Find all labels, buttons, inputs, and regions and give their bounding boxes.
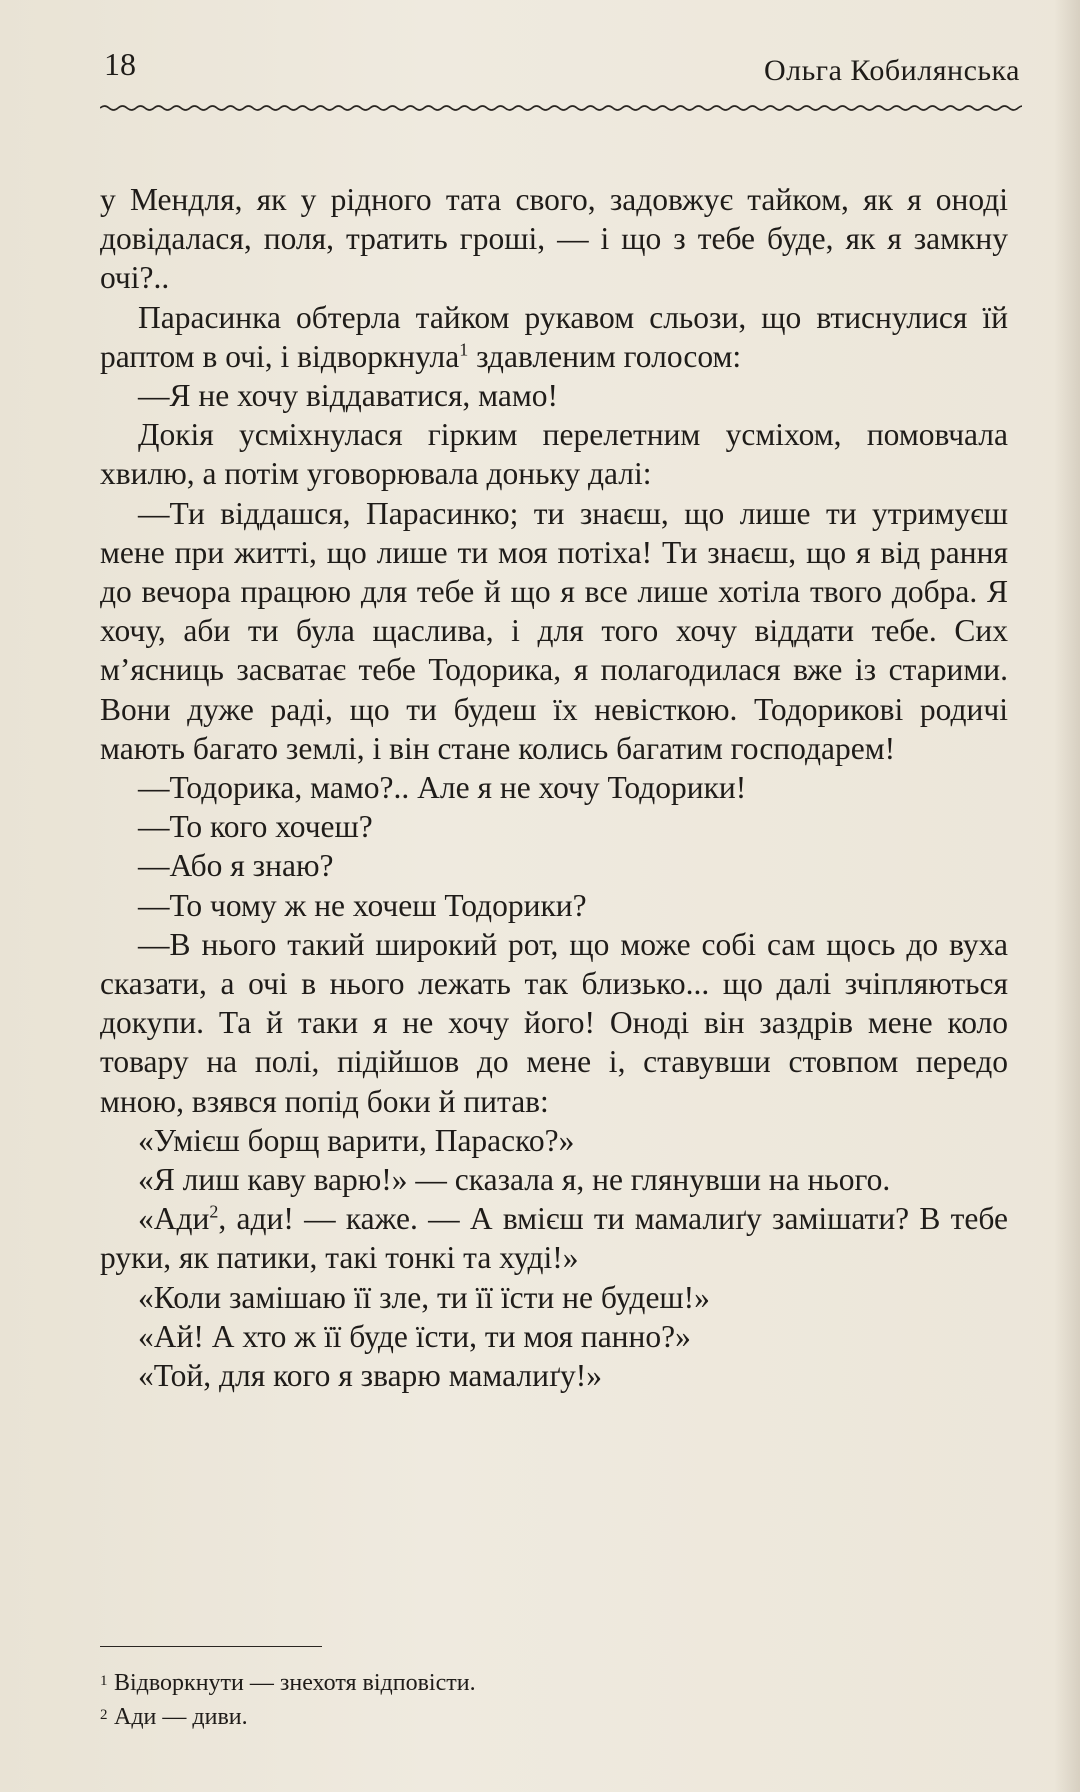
dialogue-line: —Або я знаю? (138, 848, 334, 884)
footnote-ref: 1 (459, 339, 469, 360)
quote-line (100, 1199, 1008, 1277)
page-number: 18 (104, 46, 136, 82)
footnote-number: 2 (100, 1707, 108, 1723)
quote-line: «Умієш борщ варити, Параско?» (138, 1122, 575, 1158)
footnote-text: Ади — диви. (114, 1704, 248, 1730)
footnote-divider (100, 1646, 322, 1647)
dialogue-line: —Ти віддашся, Парасинко; ти знаєш, що лише ти утримуєш мене при житті, що лише ти моя потіха! Ти знаєш, що я від рання до вечора працюю для тебе й що я все лише хотіла твого добра. Я хочу, аби ти була щаслива, і для того хочу віддати тебе. Сих м’ясниць засватає тебе Тодорика, я полагодилася вже із старими. Вони дуже раді, що ти будеш їх невісткою. Тодорикові родичі мають багато землі, і він стане колись багатим господарем! (100, 495, 1008, 766)
dialogue-line: —Я не хочу віддаватися, мамо! (138, 378, 559, 414)
page-header (104, 40, 1020, 100)
paragraph: Докія усміхнулася гірким перелетним усміхом, помовчала хвилю, а потім уговорювала доньку далі: (100, 417, 1008, 492)
paragraph-text: Парасинка обтерла тайком рукавом сльози, що втиснулися їй раптом в очі, і відворкнула (100, 299, 1008, 374)
footnote (100, 1666, 1000, 1700)
dialogue-line: —То кого хочеш? (138, 809, 373, 845)
quote-line: «Коли замішаю її зле, ти її їсти не будеш!» (138, 1279, 710, 1315)
paragraph: у Мендля, як у рідного тата свого, задовжує тайком, як я оноді довідалася, поля, тратить гроші, — і що з тебе буде, як я замкну очі?.. (100, 182, 1008, 296)
wavy-divider (100, 98, 1022, 118)
quote-line: «Ай! А хто ж її буде їсти, ти моя панно?» (138, 1318, 691, 1354)
paragraph-text: здавленим голосом: (468, 338, 742, 374)
footnote-text: Відворкнути — знехотя відповісти. (114, 1670, 476, 1696)
dialogue-line: —Тодорика, мамо?.. Але я не хочу Тодорики! (138, 770, 747, 806)
paragraph (100, 298, 1008, 376)
dialogue-line: —В нього такий широкий рот, що може собі сам щось до вуха сказати, а очі в нього лежать так близько... що далі зчіпляються докупи. Та й таки я не хочу його! Оноді він заздрів мене коло товару на полі, підійшов до мене і, ставувши стовпом передо мною, взявся попід боки й питав: (100, 926, 1008, 1119)
paragraph-text: «Ади (138, 1201, 210, 1237)
running-head-author: Ольга Кобилянська (763, 54, 1020, 87)
footnotes (100, 1666, 1000, 1734)
footnote-ref: 2 (209, 1201, 219, 1222)
footnote (100, 1700, 1000, 1734)
spine-shadow (1054, 0, 1080, 1792)
paragraph-text: , ади! — каже. — А вмієш ти мамалиґу замішати? В тебе руки, як патики, такі тонкі та худі!» (100, 1201, 1008, 1276)
dialogue-line: —То чому ж не хочеш Тодорики? (138, 887, 587, 923)
main-text (100, 180, 1008, 1395)
quote-line: «Той, для кого я зварю мамалиґу!» (138, 1358, 603, 1394)
footnote-number: 1 (100, 1673, 108, 1689)
quote-line: «Я лиш каву варю!» — сказала я, не глянувши на нього. (138, 1162, 891, 1198)
